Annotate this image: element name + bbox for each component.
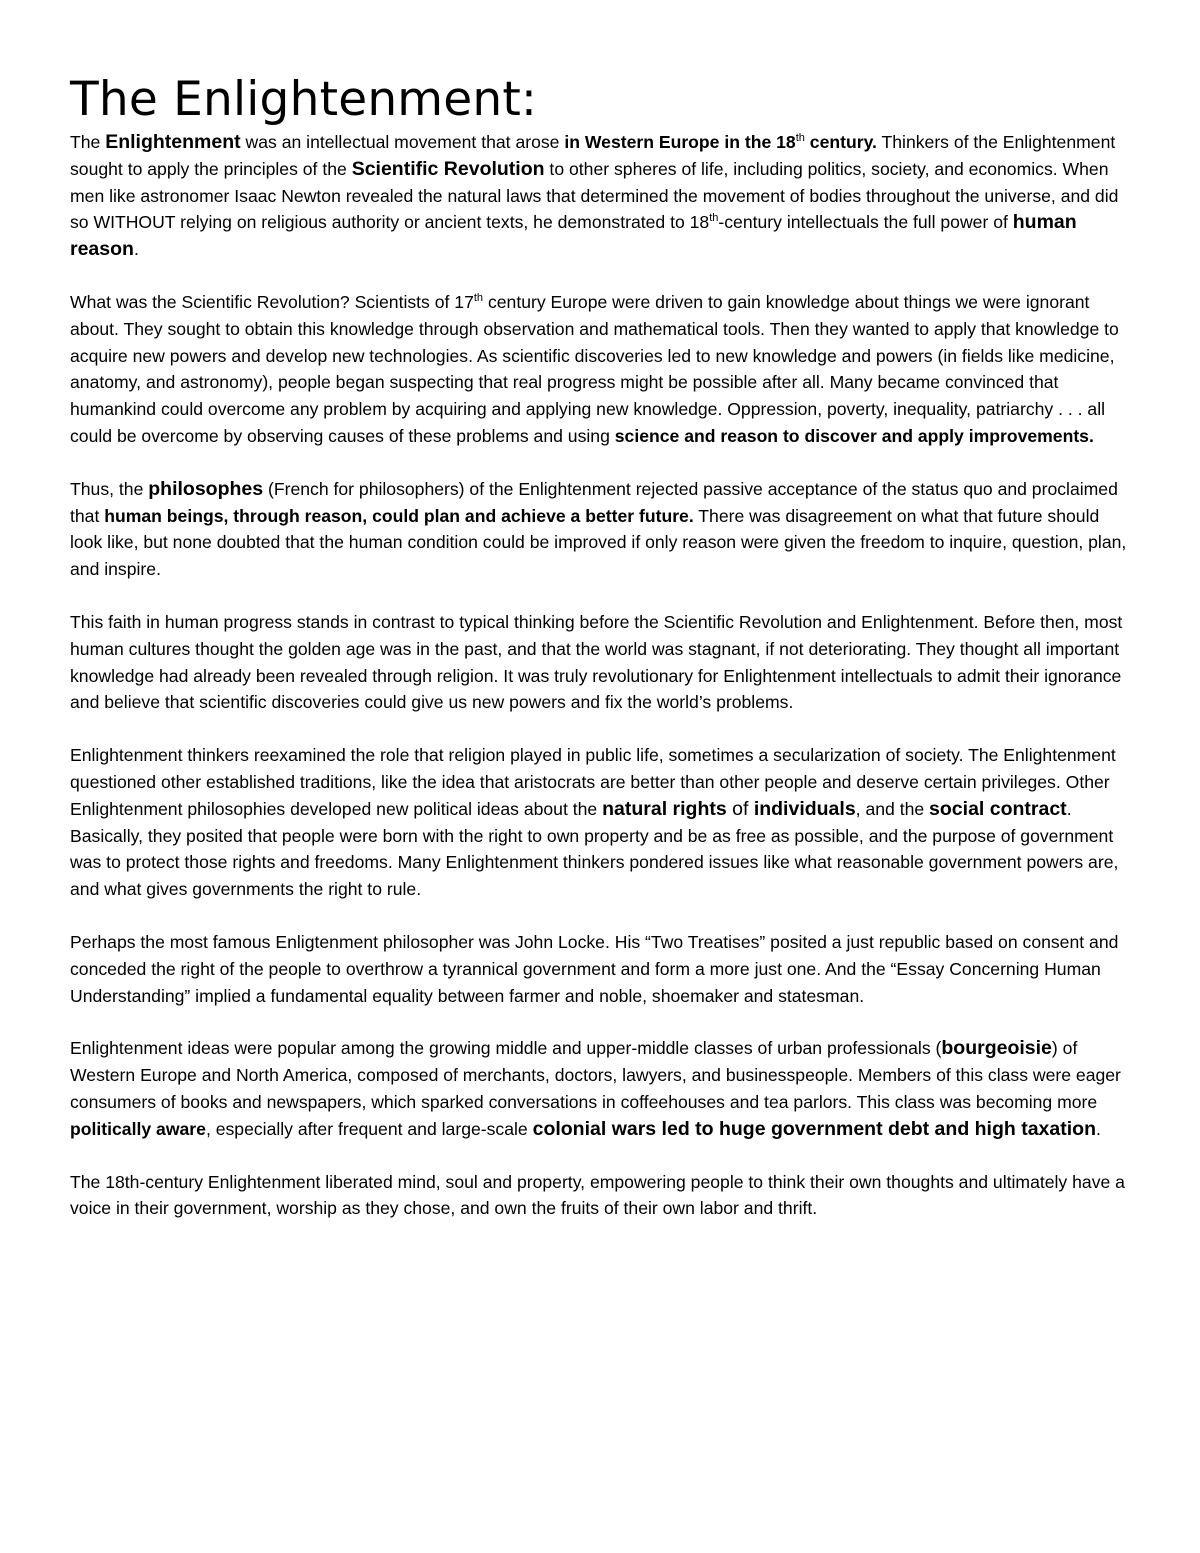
paragraph-scientific-revolution xyxy=(70,289,1132,450)
paragraph-religion-and-rights xyxy=(70,742,1132,903)
bold-term-enlightenment: Enlightenment xyxy=(105,131,241,153)
text-run: . Basically, they posited that people were born with the right to own property and be as free as possible, and the purpose of government was to protect those rights and freedoms. Many Enlightenment thinkers pondered issues like what reasonable government powers are, and what gives governments the right to rule. xyxy=(70,798,1119,900)
bold-phrase-colonial-wars: colonial wars led to huge government debt and high taxation xyxy=(532,1117,1096,1140)
bold-term-bourgeoisie: bourgeoisie xyxy=(941,1037,1052,1060)
paragraph-intro xyxy=(70,129,1132,263)
text-run: (French for philosophers) of the Enlightenment rejected passive acceptance of the status quo and proclaimed that xyxy=(70,478,1118,526)
bold-term-natural-rights: natural rights xyxy=(602,797,727,820)
paragraph-philosophes xyxy=(70,476,1132,583)
superscript: th xyxy=(709,212,719,225)
paragraph-human-progress: This faith in human progress stands in contrast to typical thinking before the Scientific Revolution and Enlightenment. Before then, most human cultures thought the golden age was in the past, and that the world was stagnant, if not deteriorating. They thought all important knowledge had already been revealed through religion. It was truly revolutionary for Enlightenment intellectuals to admit their ignorance and believe that scientific discoveries could give us new powers and fix the world’s problems. xyxy=(70,611,1123,713)
text-run: was an intellectual movement that arose xyxy=(240,132,565,152)
superscript: th xyxy=(473,291,484,304)
text-run: Enlightenment thinkers reexamined the role that religion played in public life, sometimes a secularization of society. The Enlightenment questioned other established traditions, like the idea that aristocrats are better than other people and deserve certain privileges. Other Enlightenment philosophies developed new political ideas about the xyxy=(70,745,1116,819)
paragraph-bourgeoisie xyxy=(70,1035,1132,1142)
bold-phrase-better-future: human beings, through reason, could plan and achieve a better future. xyxy=(104,505,694,526)
bold-term-scientific-revolution: Scientific Revolution xyxy=(351,157,545,180)
bold-phrase-politically-aware: politically aware xyxy=(70,1118,206,1139)
text-run: , especially after frequent and large-scale xyxy=(205,1118,533,1139)
page-title: The Enlightenment: xyxy=(70,72,538,127)
bold-phrase-science-and-reason: science and reason to discover and apply improvements. xyxy=(614,425,1094,446)
text-run: What was the Scientific Revolution? Scientists of 17 xyxy=(70,291,474,312)
paragraph-conclusion: The 18th-century Enlightenment liberated mind, soul and property, empowering people to think their own thoughts and ultimately have a voice in their government, worship as they chose, and own the fruits of their own labor and thrift. xyxy=(70,1171,1125,1219)
superscript: th xyxy=(795,132,805,144)
text-run: Thinkers of the Enlightenment sought to apply the principles of the xyxy=(70,132,1116,179)
text-run: of xyxy=(726,797,754,820)
text-run: Thus, the xyxy=(70,478,149,499)
bold-phrase-century: century. xyxy=(804,132,877,152)
text-run: There was disagreement on what that future should look like, but none doubted that the human condition could be improved if only reason were given the freedom to inquire, question, plan, and inspire. xyxy=(70,505,1127,580)
bold-term-individuals: individuals xyxy=(753,797,856,820)
paragraph-john-locke: Perhaps the most famous Enligtenment philosopher was John Locke. His “Two Treatises” posited a just republic based on consent and conceded the right of the people to overthrow a tyrannical government and form a more just one. And the “Essay Concerning Human Understanding” implied a fundamental equality between farmer and noble, shoemaker and statesman. xyxy=(70,931,1119,1006)
text-run: -century intellectuals the full power of xyxy=(718,212,1013,233)
text-run: . xyxy=(1095,1118,1101,1139)
bold-phrase-western-europe: in Western Europe in the 18 xyxy=(564,132,796,152)
text-run: The xyxy=(70,132,106,152)
bold-term-social-contract: social contract xyxy=(929,797,1067,820)
bold-term-philosophes: philosophes xyxy=(148,477,264,500)
text-run: , and the xyxy=(855,798,930,819)
text-run: century Europe were driven to gain knowledge about things we were ignorant about. They sought to obtain this knowledge through observation and mathematical tools. Then they wanted to apply that knowledge to acquire new powers and develop new technologies. As scientific discoveries led to new knowledge and powers (in fields like medicine, anatomy, and astronomy), people began suspecting that real progress might be possible after all. Many became convinced that humankind could overcome any problem by acquiring and applying new knowledge. Oppression, poverty, inequality, patriarchy . . . all could be overcome by observing causes of these problems and using xyxy=(70,291,1119,446)
text-run: . xyxy=(133,239,139,260)
bold-term-human-reason: human reason xyxy=(70,211,1077,261)
document-page xyxy=(70,72,1132,1248)
text-run: Enlightenment ideas were popular among the growing middle and upper-middle classes of urban professionals ( xyxy=(70,1038,942,1059)
text-run: to other spheres of life, including politics, society, and economics. When men like astronomer Isaac Newton revealed the natural laws that determined the movement of bodies throughout the universe, and did so WITHOUT relying on religious authority or ancient texts, he demonstrated to 18 xyxy=(70,158,1119,233)
text-run: ) of Western Europe and North America, composed of merchants, doctors, lawyers, and businesspeople. Members of this class were eager consumers of books and newspapers, which sparked conversations in coffeehouses and tea parlors. This class was becoming more xyxy=(70,1038,1121,1112)
